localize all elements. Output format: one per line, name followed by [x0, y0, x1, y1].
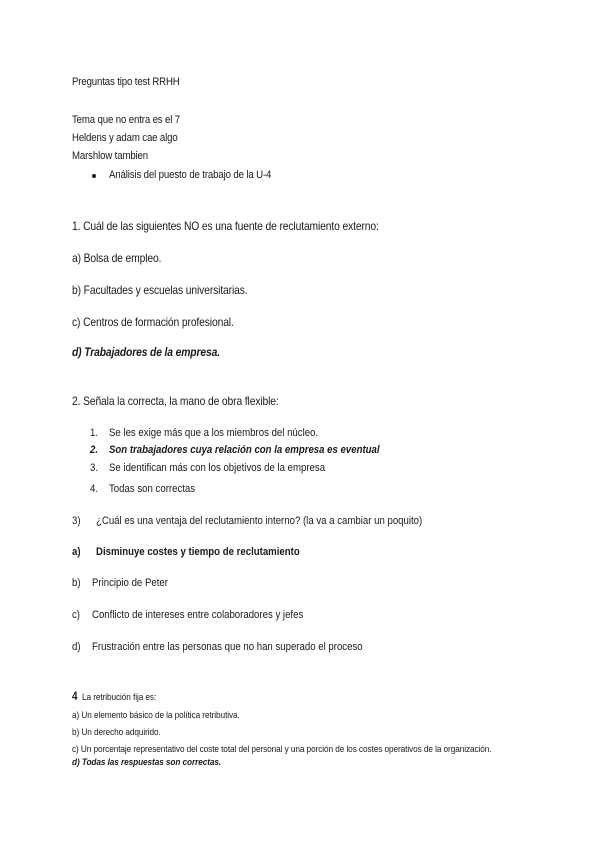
q2-item-text-answer: Son trabajadores cuya relación con la empresa es eventual: [109, 444, 380, 456]
q2-item-num: 4.: [90, 483, 99, 495]
q2-item-num: 1.: [90, 427, 99, 439]
q3-option-d: Frustración entre las personas que no han superado el proceso: [92, 641, 363, 653]
q2-item-text: Se les exige más que a los miembros del núcleo.: [109, 427, 319, 439]
q4-option-b: b) Un derecho adquirido.: [72, 727, 161, 738]
q4-number: 4: [72, 691, 78, 703]
note-line-3: Marshlow tambien: [72, 150, 149, 162]
q4-option-d-answer: d) Todas las respuestas son correctas.: [72, 757, 222, 768]
note-bullet: Análisis del puesto de trabajo de la U-4: [109, 169, 272, 181]
q1-option-a: a) Bolsa de empleo.: [72, 251, 162, 265]
q3-option-a-answer: Disminuye costes y tiempo de reclutamiento: [96, 546, 300, 558]
q4-option-c: c) Un porcentaje representativo del coste total del personal y una porción de los costes operativos de la organización.: [72, 744, 492, 755]
q3-option-letter: b): [72, 577, 81, 589]
note-line-2: Heldens y adam cae algo: [72, 132, 178, 144]
note-line-1: Tema que no entra es el 7: [72, 114, 181, 126]
q3-option-letter: c): [72, 609, 81, 621]
bullet-dot-icon: [92, 174, 96, 178]
q4-option-a: a) Un elemento básico de la política retributiva.: [72, 710, 240, 721]
q4-question: La retribución fija es:: [82, 692, 157, 703]
q1-option-b: b) Facultades y escuelas universitarias.: [72, 283, 248, 297]
q2-item-text: Todas son correctas: [109, 483, 196, 495]
q3-option-letter: a): [72, 546, 81, 558]
q2-item-num: 3.: [90, 462, 99, 474]
q1-option-c: c) Centros de formación profesional.: [72, 315, 234, 329]
q2-question: 2. Señala la correcta, la mano de obra flexible:: [72, 394, 279, 408]
q3-option-letter: d): [72, 641, 81, 653]
q3-option-c: Conflicto de intereses entre colaboradores y jefes: [92, 609, 304, 621]
q2-item-text: Se identifican más con los objetivos de la empresa: [109, 462, 326, 474]
q3-number: 3): [72, 515, 81, 527]
q1-option-d-answer: d) Trabajadores de la empresa.: [72, 345, 220, 359]
q3-question: ¿Cuál es una ventaja del reclutamiento interno? (la va a cambiar un poquito): [96, 515, 423, 527]
page-title: Preguntas tipo test RRHH: [72, 76, 180, 88]
q2-item-num: 2.: [90, 444, 99, 456]
q3-option-b: Principio de Peter: [92, 577, 168, 589]
q1-question: 1. Cuál de las siguientes NO es una fuente de reclutamiento externo:: [72, 219, 379, 233]
